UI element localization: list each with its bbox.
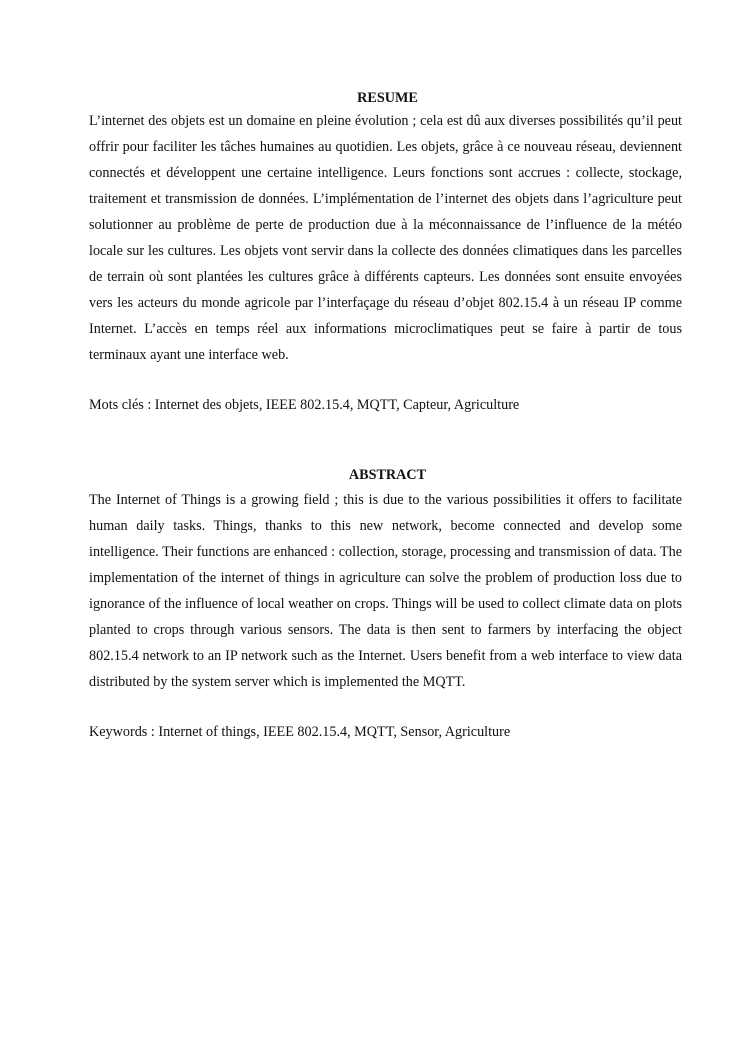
resume-section <box>89 88 682 418</box>
abstract-paragraph: The Internet of Things is a growing field ; this is due to the various possibilities it offers to facilitate human daily tasks. Things, thanks to this new network, become connected and develop some intelligence. Their functions are enhanced : collection, storage, processing and transmission of data. The implementation of the internet of things in agriculture can solve the problem of production loss due to ignorance of the influence of local weather on crops. Things will be used to collect climate data on plots planted to crops through various sensors. The data is then sent to farmers by interfacing the object 802.15.4 network to an IP network such as the Internet. Users benefit from a web interface to view data distributed by the system server which is implemented the MQTT. <box>89 492 682 690</box>
resume-keywords: Mots clés : Internet des objets, IEEE 802.15.4, MQTT, Capteur, Agriculture <box>89 397 520 413</box>
document-page <box>89 88 682 745</box>
abstract-heading: ABSTRACT <box>348 467 427 483</box>
abstract-keywords: Keywords : Internet of things, IEEE 802.15.4, MQTT, Sensor, Agriculture <box>89 724 511 740</box>
resume-heading: RESUME <box>357 90 418 106</box>
abstract-section <box>89 465 682 745</box>
resume-paragraph: L’internet des objets est un domaine en pleine évolution ; cela est dû aux diverses possibilités qu’il peut offrir pour faciliter les tâches humaines au quotidien. Les objets, grâce à ce nouveau réseau, deviennent connectés et développent une certaine intelligence. Leurs fonctions sont accrues : collecte, stockage, traitement et transmission de données. L’implémentation de l’internet des objets dans l’agriculture peut solutionner au problème de perte de production due à la méconnaissance de l’influence de la météo locale sur les cultures. Les objets vont servir dans la collecte des données climatiques dans les parcelles de terrain où sont plantées les cultures grâce à différents capteurs. Les données sont ensuite envoyées vers les acteurs du monde agricole par l’interfaçage du réseau d’objet 802.15.4 à un réseau IP comme Internet. L’accès en temps réel aux informations microclimatiques peut se faire à partir de tous terminaux ayant une interface web. <box>89 113 682 363</box>
